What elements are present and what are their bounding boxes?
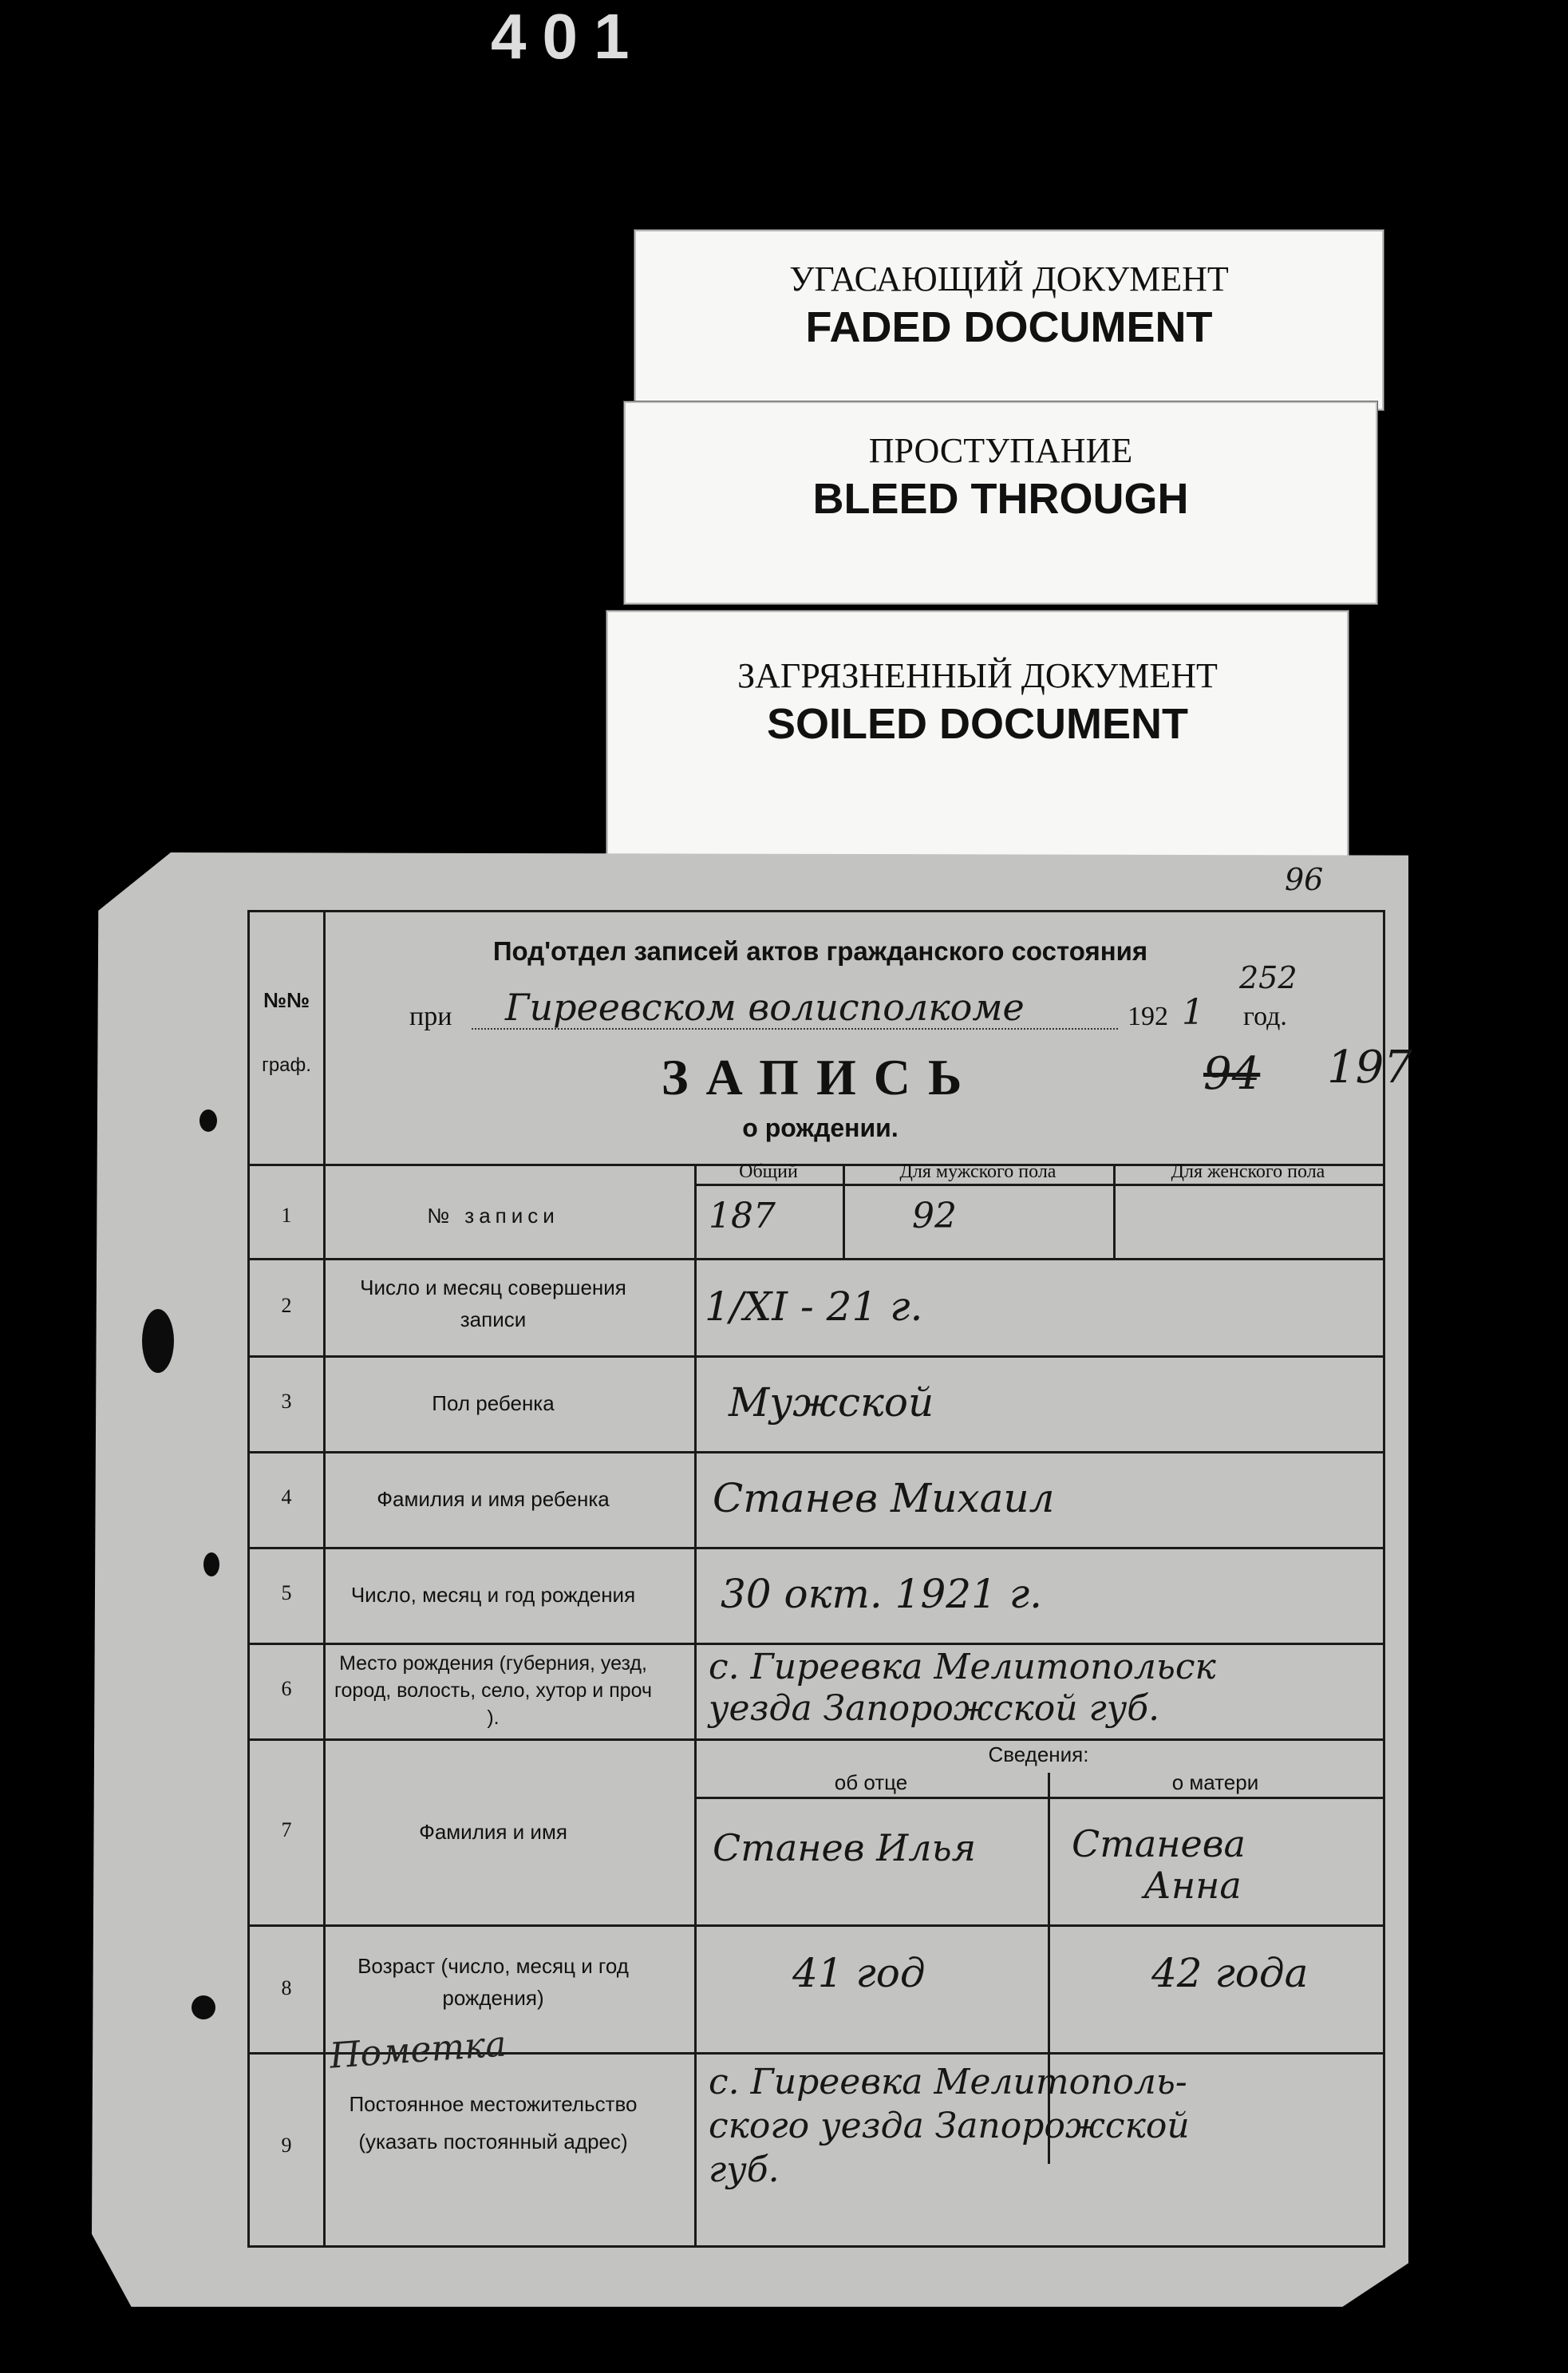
- residence-line-3: губ.: [709, 2150, 780, 2190]
- row-divider: [250, 1258, 1383, 1260]
- mother-name-line-1: Станева: [1072, 1822, 1246, 1865]
- year-word: год.: [1243, 1002, 1287, 1031]
- row-label-record-no: № записи: [427, 1204, 559, 1228]
- nn-label: №№: [263, 988, 310, 1012]
- row-number-2: 2: [281, 1294, 292, 1317]
- row-label-age: Возраст (число, месяц и год рождения): [357, 1954, 629, 2011]
- row-label-record-date: Число и месяц совершения записи: [360, 1275, 626, 1332]
- page-number: 96: [1285, 862, 1324, 897]
- row-divider: [250, 1738, 1383, 1741]
- birth-date-value: 30 окт. 1921 г.: [721, 1571, 1042, 1617]
- record-title: ЗАПИСЬ: [661, 1049, 980, 1105]
- punch-hole: [192, 1995, 215, 2019]
- row-divider: [250, 1924, 1383, 1927]
- residence-line-1: с. Гиреевка Мелитополь-: [709, 2062, 1187, 2102]
- punch-hole: [142, 1309, 174, 1373]
- column-total-header: Общий: [739, 1161, 798, 1182]
- row-number-9: 9: [281, 2134, 292, 2157]
- svedeniya-heading: Сведения:: [988, 1742, 1089, 1766]
- row-number-4: 4: [281, 1485, 292, 1509]
- record-subtitle: о рождении.: [742, 1113, 899, 1142]
- subheader-divider: [694, 1797, 1383, 1799]
- subdepartment-heading: Под'отдел записей актов гражданского состояния: [492, 936, 1148, 966]
- column-male-header: Для мужского пола: [899, 1161, 1057, 1182]
- row-divider: [250, 1547, 1383, 1549]
- row-divider: [250, 1355, 1383, 1358]
- record-number-male: 92: [912, 1196, 957, 1236]
- annotation-stamp: Пометка: [328, 2023, 508, 2077]
- column-female-header: Для женского пола: [1171, 1161, 1325, 1182]
- column-divider: [323, 912, 326, 2245]
- mother-name-line-2: Анна: [1143, 1864, 1242, 1907]
- year-digit: 1: [1182, 992, 1204, 1033]
- bleed-label-ru: ПРОСТУПАНИЕ: [868, 431, 1133, 470]
- row-label-residence: Постоянное местожительство (указать постоянный адрес): [349, 2092, 638, 2153]
- father-name-value: Станев Илья: [713, 1826, 977, 1869]
- row-label-parent-name: Фамилия и имя: [419, 1820, 567, 1844]
- faded-label-ru: УГАСАЮЩИЙ ДОКУМЕНТ: [789, 259, 1229, 299]
- father-subheader: об отце: [834, 1770, 908, 1794]
- birth-place-line-1: с. Гиреевка Мелитопольск: [709, 1647, 1216, 1687]
- birth-record-form: [247, 910, 1412, 2248]
- archive-number: 401: [491, 1, 646, 72]
- correction-top-number: 252: [1239, 960, 1297, 995]
- punch-hole: [203, 1552, 219, 1576]
- punch-hole: [199, 1109, 217, 1132]
- row-number-3: 3: [281, 1390, 292, 1413]
- mother-age-value: 42 года: [1151, 1950, 1309, 1996]
- mother-subheader: о матери: [1171, 1770, 1259, 1794]
- row-label-child-name: Фамилия и имя ребенка: [377, 1487, 610, 1511]
- graf-label: граф.: [262, 1054, 311, 1076]
- soiled-label-en: SOILED DOCUMENT: [766, 700, 1188, 748]
- row-number-6: 6: [281, 1677, 292, 1700]
- faded-document-label: [634, 230, 1384, 410]
- pri-label: при: [409, 1002, 452, 1031]
- row-number-5: 5: [281, 1581, 292, 1604]
- row-number-1: 1: [281, 1204, 292, 1227]
- faded-label-en: FADED DOCUMENT: [805, 303, 1213, 351]
- row-label-birth-place: Место рождения (губерния, уезд, город, волость, село, хутор и проч ).: [334, 1652, 653, 1729]
- record-date-value: 1/XI - 21 г.: [705, 1283, 923, 1330]
- bleed-through-label: [624, 401, 1377, 604]
- child-name-value: Станев Михаил: [713, 1475, 1055, 1521]
- row-divider: [250, 1643, 1383, 1645]
- corrected-old-number: 94: [1203, 1048, 1261, 1100]
- year-prefix: 192: [1128, 1002, 1168, 1031]
- residence-line-2: ского уезда Запорожской: [709, 2106, 1190, 2146]
- column-divider: [694, 1164, 697, 2245]
- bleed-label-en: BLEED THROUGH: [812, 475, 1189, 523]
- birth-place-line-2: уезда Запорожской губ.: [709, 1688, 1160, 1729]
- soiled-document-label: [606, 611, 1349, 863]
- row-label-birth-date: Число, месяц и год рождения: [350, 1583, 636, 1607]
- subheader-divider: [694, 1184, 1383, 1186]
- row-number-8: 8: [281, 1976, 292, 1999]
- institution-name: Гиреевском волисполкоме: [505, 986, 1025, 1029]
- row-divider: [250, 1451, 1383, 1453]
- soiled-label-ru: ЗАГРЯЗНЕННЫЙ ДОКУМЕНТ: [737, 656, 1218, 695]
- record-number-total: 187: [709, 1196, 776, 1236]
- row-label-child-sex: Пол ребенка: [432, 1391, 555, 1415]
- row-number-7: 7: [281, 1818, 292, 1841]
- father-age-value: 41 год: [792, 1950, 926, 1996]
- child-sex-value: Мужской: [729, 1379, 934, 1426]
- corrected-new-number: 197: [1327, 1042, 1412, 1094]
